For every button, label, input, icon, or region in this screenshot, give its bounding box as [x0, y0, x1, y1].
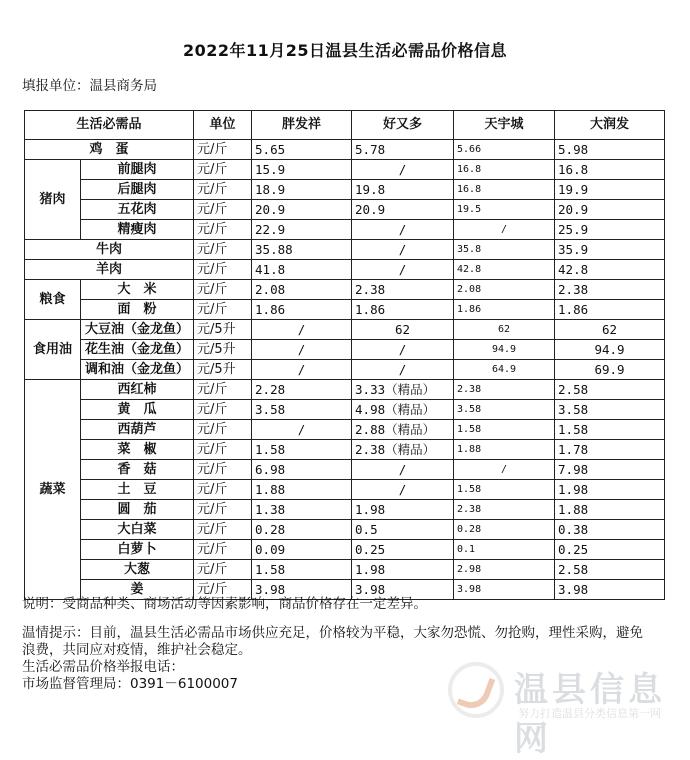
- category-label: 猪肉: [25, 160, 81, 240]
- unit: 元/斤: [194, 480, 252, 500]
- price-cell: 62: [352, 320, 454, 340]
- price-cell: 1.98: [555, 480, 665, 500]
- table-row: [25, 160, 665, 180]
- item-name: 土 豆: [81, 480, 194, 500]
- price-cell: 16.8: [454, 160, 555, 180]
- price-cell: 15.9: [252, 160, 352, 180]
- price-cell: 1.58: [252, 440, 352, 460]
- price-cell: 7.98: [555, 460, 665, 480]
- site-logo-icon: [448, 662, 504, 718]
- table-row: [25, 240, 665, 260]
- price-cell: 69.9: [555, 360, 665, 380]
- price-cell: 18.9: [252, 180, 352, 200]
- item-name: 大白菜: [81, 520, 194, 540]
- price-cell: 19.8: [352, 180, 454, 200]
- price-cell: /: [352, 460, 454, 480]
- unit: 元/斤: [194, 160, 252, 180]
- item-name: 大葱: [81, 560, 194, 580]
- unit: 元/斤: [194, 380, 252, 400]
- unit: 元/斤: [194, 580, 252, 600]
- unit: 元/斤: [194, 420, 252, 440]
- price-cell: 94.9: [555, 340, 665, 360]
- price-cell: /: [352, 340, 454, 360]
- price-cell: 3.58: [555, 400, 665, 420]
- price-cell: 3.98: [454, 580, 555, 600]
- price-cell: 5.98: [555, 140, 665, 160]
- price-cell: 0.09: [252, 540, 352, 560]
- price-cell: 5.66: [454, 140, 555, 160]
- header-unit: 单位: [194, 111, 252, 140]
- price-cell: 20.9: [252, 200, 352, 220]
- price-cell: 94.9: [454, 340, 555, 360]
- table-row: [25, 300, 665, 320]
- price-cell: 42.8: [555, 260, 665, 280]
- unit: 元/5升: [194, 320, 252, 340]
- table-row: [25, 280, 665, 300]
- price-cell: 16.8: [454, 180, 555, 200]
- unit: 元/斤: [194, 520, 252, 540]
- item-name: 西红柿: [81, 380, 194, 400]
- price-cell: /: [454, 220, 555, 240]
- category-label: 蔬菜: [25, 380, 81, 600]
- price-cell: /: [352, 260, 454, 280]
- table-row: [25, 440, 665, 460]
- table-row: [25, 360, 665, 380]
- table-header-row: [25, 111, 665, 140]
- unit: 元/斤: [194, 280, 252, 300]
- item-name: 后腿肉: [81, 180, 194, 200]
- price-cell: 1.86: [555, 300, 665, 320]
- price-cell: 5.78: [352, 140, 454, 160]
- table-row: [25, 180, 665, 200]
- table-row: [25, 420, 665, 440]
- table-row: [25, 500, 665, 520]
- item-name: 花生油（金龙鱼）: [81, 340, 194, 360]
- item-name: 大 米: [81, 280, 194, 300]
- price-cell: 0.25: [352, 540, 454, 560]
- price-cell: 0.5: [352, 520, 454, 540]
- table-row: [25, 260, 665, 280]
- price-cell: 1.98: [352, 500, 454, 520]
- header-store-3: 天宇城: [454, 111, 555, 140]
- price-cell: 20.9: [555, 200, 665, 220]
- item-name: 姜: [81, 580, 194, 600]
- item-name: 调和油（金龙鱼）: [81, 360, 194, 380]
- price-cell: 6.98: [252, 460, 352, 480]
- price-cell: /: [252, 340, 352, 360]
- header-item: 生活必需品: [25, 111, 194, 140]
- unit: 元/斤: [194, 400, 252, 420]
- page-title: 2022年11月25日温县生活必需品价格信息: [182, 41, 508, 60]
- price-cell: /: [352, 160, 454, 180]
- price-cell: 1.98: [352, 560, 454, 580]
- price-cell: 62: [454, 320, 555, 340]
- price-cell: 0.38: [555, 520, 665, 540]
- price-cell: 2.58: [555, 380, 665, 400]
- price-cell: 1.88: [555, 500, 665, 520]
- hotline-label: 生活必需品价格举报电话：: [22, 659, 184, 675]
- unit: 元/斤: [194, 180, 252, 200]
- price-cell: 35.8: [454, 240, 555, 260]
- price-cell: 3.58: [252, 400, 352, 420]
- price-table: [24, 110, 665, 600]
- price-cell: /: [252, 420, 352, 440]
- price-cell: 1.86: [454, 300, 555, 320]
- price-cell: 41.8: [252, 260, 352, 280]
- price-cell: /: [352, 360, 454, 380]
- item-name: 黄 瓜: [81, 400, 194, 420]
- hotline-number: 市场监督管理局：0391－6100007: [22, 676, 238, 692]
- item-name: 五花肉: [81, 200, 194, 220]
- price-cell: 1.88: [454, 440, 555, 460]
- price-cell: 19.5: [454, 200, 555, 220]
- price-cell: 19.9: [555, 180, 665, 200]
- price-cell: 3.98: [555, 580, 665, 600]
- watermark-text: 温县信息网: [514, 670, 666, 759]
- item-name: 精瘦肉: [81, 220, 194, 240]
- price-cell: 3.58: [454, 400, 555, 420]
- table-row: [25, 220, 665, 240]
- price-cell: 22.9: [252, 220, 352, 240]
- item-name: 菜 椒: [81, 440, 194, 460]
- price-cell: /: [252, 360, 352, 380]
- reporting-unit: 填报单位：温县商务局: [22, 78, 157, 94]
- table-row: [25, 340, 665, 360]
- price-cell: 3.33（精品）: [352, 380, 454, 400]
- header-store-4: 大润发: [555, 111, 665, 140]
- price-cell: 1.78: [555, 440, 665, 460]
- price-cell: 1.58: [252, 560, 352, 580]
- price-cell: 0.1: [454, 540, 555, 560]
- price-cell: 16.8: [555, 160, 665, 180]
- unit: 元/斤: [194, 200, 252, 220]
- price-cell: 2.28: [252, 380, 352, 400]
- price-cell: /: [252, 320, 352, 340]
- item-name: 香 菇: [81, 460, 194, 480]
- price-cell: 42.8: [454, 260, 555, 280]
- tips-line: 浪费，共同应对疫情，维护社会稳定。: [22, 642, 252, 658]
- price-cell: 1.86: [352, 300, 454, 320]
- price-cell: 2.08: [454, 280, 555, 300]
- item-name: 前腿肉: [81, 160, 194, 180]
- price-cell: 2.38: [454, 380, 555, 400]
- price-cell: 35.9: [555, 240, 665, 260]
- price-cell: 0.28: [454, 520, 555, 540]
- category-label: 食用油: [25, 320, 81, 380]
- item-name: 羊肉: [25, 260, 194, 280]
- price-cell: 2.38: [454, 500, 555, 520]
- price-cell: 2.38（精品）: [352, 440, 454, 460]
- price-cell: 1.58: [454, 480, 555, 500]
- price-cell: 35.88: [252, 240, 352, 260]
- price-cell: 4.98（精品）: [352, 400, 454, 420]
- price-cell: /: [454, 460, 555, 480]
- price-cell: 3.98: [352, 580, 454, 600]
- table-row: [25, 480, 665, 500]
- unit: 元/5升: [194, 340, 252, 360]
- price-cell: 0.25: [555, 540, 665, 560]
- unit: 元/斤: [194, 500, 252, 520]
- price-cell: 2.58: [555, 560, 665, 580]
- unit: 元/斤: [194, 560, 252, 580]
- price-cell: /: [352, 480, 454, 500]
- item-name: 西葫芦: [81, 420, 194, 440]
- unit: 元/斤: [194, 460, 252, 480]
- unit: 元/5升: [194, 360, 252, 380]
- unit: 元/斤: [194, 540, 252, 560]
- item-name: 白萝卜: [81, 540, 194, 560]
- unit: 元/斤: [194, 260, 252, 280]
- price-cell: 64.9: [454, 360, 555, 380]
- unit: 元/斤: [194, 240, 252, 260]
- table-row: [25, 560, 665, 580]
- price-cell: 1.88: [252, 480, 352, 500]
- explanation-note: 说明：受商品种类、商场活动等因素影响，商品价格存在一定差异。: [22, 596, 427, 612]
- table-row: [25, 380, 665, 400]
- price-cell: 2.38: [555, 280, 665, 300]
- site-watermark: [448, 656, 688, 759]
- price-cell: /: [352, 220, 454, 240]
- unit: 元/斤: [194, 220, 252, 240]
- item-name: 面 粉: [81, 300, 194, 320]
- item-name: 牛肉: [25, 240, 194, 260]
- price-cell: /: [352, 240, 454, 260]
- price-cell: 2.98: [454, 560, 555, 580]
- price-cell: 2.08: [252, 280, 352, 300]
- item-name: 大豆油（金龙鱼）: [81, 320, 194, 340]
- price-cell: 2.88（精品）: [352, 420, 454, 440]
- price-cell: 1.58: [454, 420, 555, 440]
- price-cell: 25.9: [555, 220, 665, 240]
- price-cell: 0.28: [252, 520, 352, 540]
- price-cell: 1.86: [252, 300, 352, 320]
- header-store-1: 胖发祥: [252, 111, 352, 140]
- header-store-2: 好又多: [352, 111, 454, 140]
- price-cell: 20.9: [352, 200, 454, 220]
- item-name: 鸡 蛋: [25, 140, 194, 160]
- table-row: [25, 200, 665, 220]
- unit: 元/斤: [194, 300, 252, 320]
- table-row: [25, 520, 665, 540]
- price-cell: 1.38: [252, 500, 352, 520]
- table-row: [25, 540, 665, 560]
- price-cell: 62: [555, 320, 665, 340]
- price-cell: 3.98: [252, 580, 352, 600]
- price-cell: 1.58: [555, 420, 665, 440]
- unit: 元/斤: [194, 140, 252, 160]
- item-name: 圆 茄: [81, 500, 194, 520]
- tips-line: 温情提示：目前，温县生活必需品市场供应充足，价格较为平稳，大家勿恐慌、勿抢购，理性采购，避免: [22, 625, 643, 641]
- unit: 元/斤: [194, 440, 252, 460]
- price-cell: 2.38: [352, 280, 454, 300]
- category-label: 粮食: [25, 280, 81, 320]
- table-row: [25, 400, 665, 420]
- watermark-slogan: 努力打造温县分类信息第一网: [518, 707, 661, 720]
- table-row: [25, 140, 665, 160]
- table-row: [25, 320, 665, 340]
- price-cell: 5.65: [252, 140, 352, 160]
- table-row: [25, 460, 665, 480]
